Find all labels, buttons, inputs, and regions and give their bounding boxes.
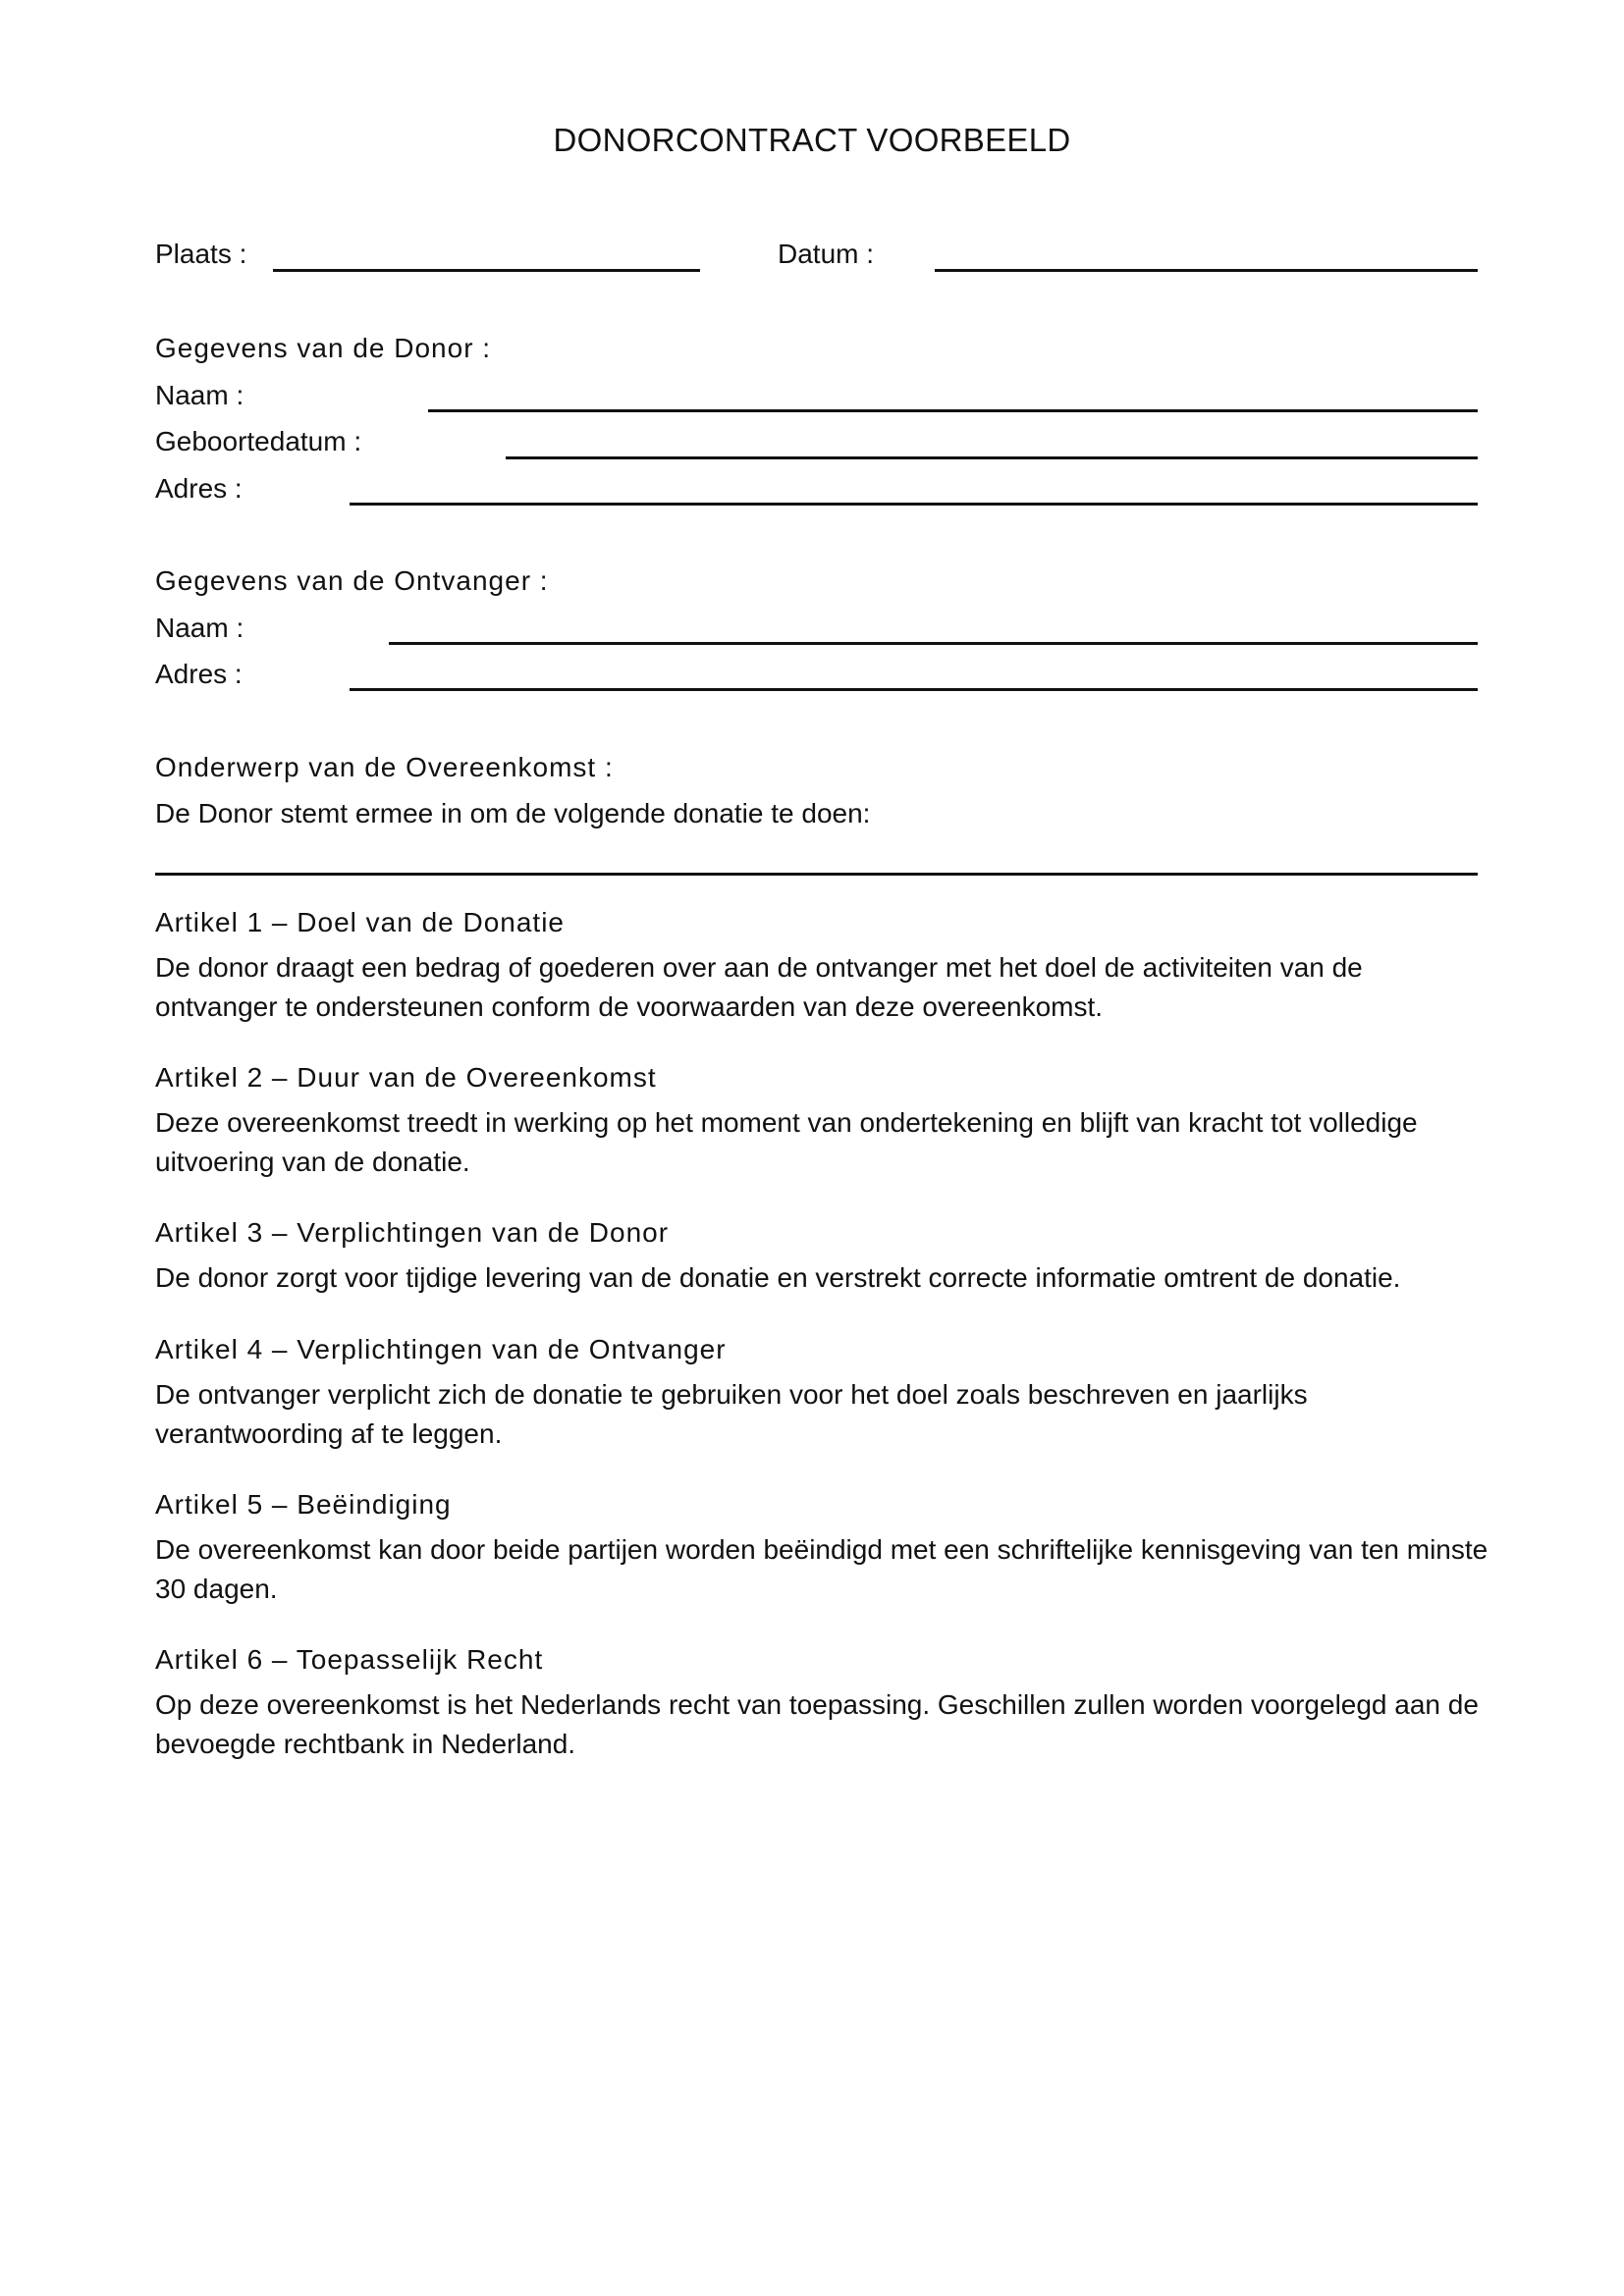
donor-birthdate-field-line[interactable]: [506, 456, 1478, 459]
article-5-text: De overeenkomst kan door beide partijen worden beëindigd met een schriftelijke kennisgeving van ten minste 30 dagen.: [155, 1534, 1489, 1604]
donor-address-label: Adres :: [155, 473, 243, 504]
article-2-heading: Artikel 2 – Duur van de Overeenkomst: [155, 1062, 657, 1093]
recipient-name-label: Naam :: [155, 613, 244, 643]
recipient-heading: Gegevens van de Ontvanger :: [155, 565, 549, 596]
document-title: DONORCONTRACT VOORBEELD: [553, 122, 1071, 158]
article-5-heading: Artikel 5 – Beëindiging: [155, 1489, 452, 1520]
donation-description-field-line[interactable]: [155, 873, 1478, 876]
subject-heading: Onderwerp van de Overeenkomst :: [155, 752, 614, 782]
donor-birthdate-label: Geboortedatum :: [155, 426, 362, 456]
article-4-text: De ontvanger verplicht zich de donatie te gebruiken voor het doel zoals beschreven en jaarlijks verantwoording af te leggen.: [155, 1379, 1308, 1449]
article-6-text: Op deze overeenkomst is het Nederlands recht van toepassing. Geschillen zullen worden voorgelegd aan de bevoegde rechtbank in Nederland.: [155, 1689, 1479, 1759]
article-3-heading: Artikel 3 – Verplichtingen van de Donor: [155, 1217, 670, 1248]
article-1-text: De donor draagt een bedrag of goederen over aan de ontvanger met het doel de activiteiten van de ontvanger te ondersteunen conform de voorwaarden van deze overeenkomst.: [155, 952, 1363, 1022]
article-4-heading: Artikel 4 – Verplichtingen van de Ontvanger: [155, 1334, 727, 1364]
subject-intro: De Donor stemt ermee in om de volgende donatie te doen:: [155, 798, 871, 828]
donor-address-field-line[interactable]: [350, 503, 1478, 506]
donor-name-field-line[interactable]: [428, 409, 1478, 412]
place-label: Plaats :: [155, 239, 247, 269]
place-field-line[interactable]: [273, 269, 700, 272]
donor-heading: Gegevens van de Donor :: [155, 333, 492, 363]
date-field-line[interactable]: [935, 269, 1478, 272]
article-6-heading: Artikel 6 – Toepasselijk Recht: [155, 1644, 544, 1675]
date-label: Datum :: [778, 239, 875, 269]
article-1-heading: Artikel 1 – Doel van de Donatie: [155, 907, 565, 937]
recipient-name-field-line[interactable]: [389, 642, 1478, 645]
recipient-address-field-line[interactable]: [350, 688, 1478, 691]
recipient-address-label: Adres :: [155, 659, 243, 689]
article-3-text: De donor zorgt voor tijdige levering van de donatie en verstrekt correcte informatie omtrent de donatie.: [155, 1262, 1401, 1293]
article-2-text: Deze overeenkomst treedt in werking op het moment van ondertekening en blijft van kracht tot volledige uitvoering van de donatie.: [155, 1107, 1418, 1177]
donor-name-label: Naam :: [155, 380, 244, 410]
